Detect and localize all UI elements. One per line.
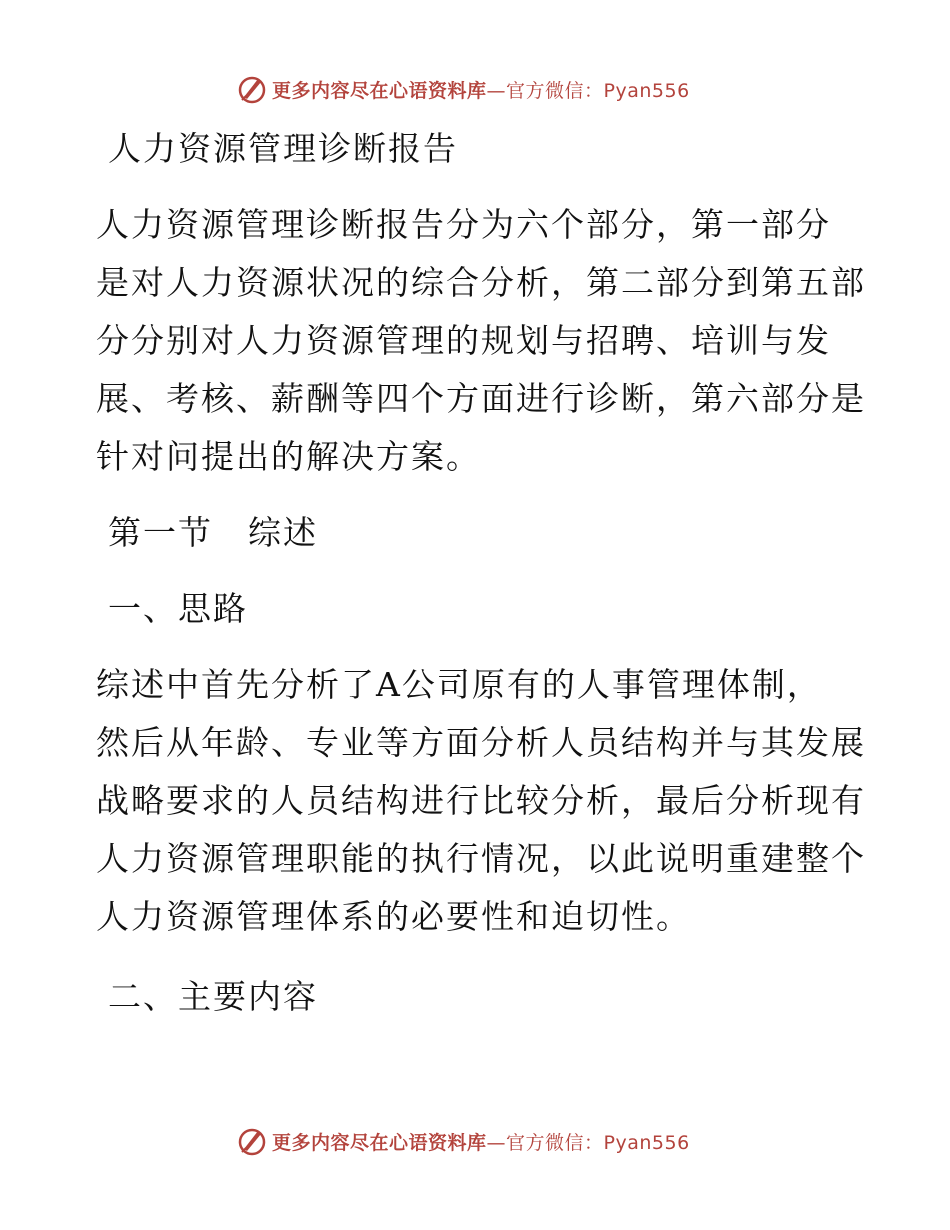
- intro-line-5: 针对问提出的解决方案。: [96, 437, 481, 476]
- intro-line-3: 分分别对人力资源管理的规划与招聘、培训与发: [96, 321, 831, 360]
- subsection-heading-2: 二、主要内容: [108, 977, 318, 1016]
- intro-line-2: 是对人力资源状况的综合分析，第二部分到第五部: [96, 263, 866, 302]
- watermark-text: 更多内容尽在心语资料库—官方微信：Pyan556: [272, 79, 690, 102]
- para1-line-5: 人力资源管理体系的必要性和迫切性。: [96, 897, 691, 936]
- quill-logo-icon: [236, 1125, 268, 1157]
- watermark-header: [236, 72, 690, 106]
- quill-logo-icon: [236, 73, 268, 105]
- intro-line-1: 人力资源管理诊断报告分为六个部分，第一部分: [96, 205, 831, 244]
- section-title: 第一节 综述: [108, 513, 318, 552]
- document-title: 人力资源管理诊断报告: [108, 129, 458, 168]
- para1-line-1: 综述中首先分析了A公司原有的人事管理体制，: [96, 665, 822, 704]
- intro-line-4: 展、考核、薪酬等四个方面进行诊断，第六部分是: [96, 379, 866, 418]
- para1-line-4: 人力资源管理职能的执行情况，以此说明重建整个: [96, 839, 866, 878]
- para1-line-3: 战略要求的人员结构进行比较分析，最后分析现有: [96, 781, 866, 820]
- watermark-text: 更多内容尽在心语资料库—官方微信：Pyan556: [272, 1131, 690, 1154]
- document-body: [96, 120, 866, 1026]
- para1-line-2: 然后从年龄、专业等方面分析人员结构并与其发展: [96, 723, 866, 762]
- watermark-footer: [236, 1124, 690, 1158]
- subsection-heading-1: 一、思路: [108, 589, 248, 628]
